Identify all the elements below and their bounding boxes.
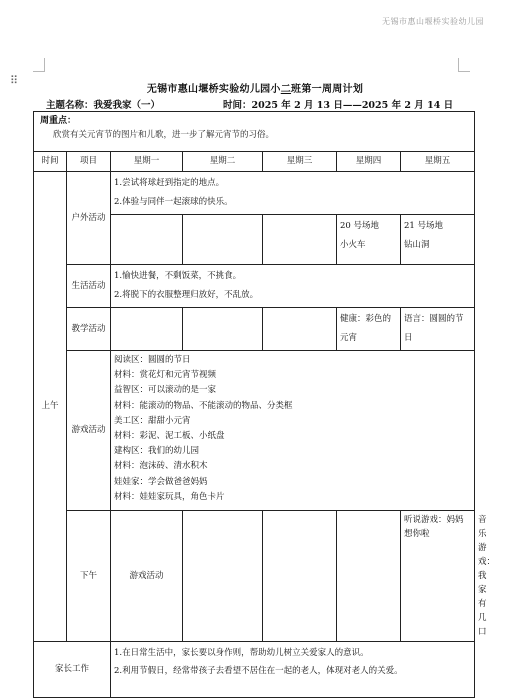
game-area-dollhouse: 娃娃家：学会做爸爸妈妈: [114, 476, 208, 487]
outdoor-friday[interactable]: [401, 215, 475, 265]
life-row: [34, 265, 475, 308]
crop-mark-top-right: [458, 58, 470, 72]
title-class-name: 二: [280, 84, 292, 95]
parents-label: 家长工作: [34, 642, 111, 698]
games-afternoon-label: 游戏活动: [111, 511, 183, 642]
game-materials-puzzle: 材料：能滚动的物品、不能滚动的物品、分类框: [114, 400, 293, 411]
teaching-thursday[interactable]: 健康：彩色的元宵: [337, 308, 401, 351]
crop-mark-top-left: [33, 58, 45, 72]
document-title: [0, 80, 510, 95]
outdoor-wednesday[interactable]: [263, 215, 337, 265]
time-value: 2025 年 2 月 13 日——2025 年 2 月 14 日: [251, 100, 454, 111]
teaching-label: 教学活动: [67, 308, 111, 351]
game-area-art: 美工区：甜甜小元宵: [114, 415, 191, 426]
teaching-monday[interactable]: [111, 308, 183, 351]
game-area-building: 建构区：我们的幼儿园: [114, 446, 200, 457]
weekly-focus-cell[interactable]: [34, 112, 475, 152]
outdoor-monday[interactable]: [111, 215, 183, 265]
game-materials-art: 材料：彩泥、泥工板、小纸盘: [114, 431, 225, 442]
parents-item-2: 2.利用节假日，经常带孩子去看望不居住在一起的老人，体现对老人的关爱。: [114, 666, 403, 676]
teaching-wednesday[interactable]: [263, 308, 337, 351]
games-morning-cell[interactable]: [111, 351, 475, 511]
game-materials-reading: 材料：赏花灯和元宵节视频: [114, 370, 217, 381]
game-area-puzzle: 益智区：可以滚动的是一家: [114, 385, 217, 396]
life-goal-2: 2.将脱下的衣服整理归放好，不乱放。: [114, 290, 259, 300]
life-goal-1: 1.愉快进餐，不剩饭菜，不挑食。: [114, 271, 242, 281]
outdoor-goals-cell[interactable]: [111, 172, 475, 215]
weekly-focus-text: 欣赏有关元宵节的图片和儿歌，进一步了解元宵节的习俗。: [53, 129, 275, 140]
header-item: 项目: [67, 152, 111, 172]
teaching-friday[interactable]: 语言：圆圆的节日: [401, 308, 475, 351]
header-thursday: 星期四: [337, 152, 401, 172]
afternoon-thursday[interactable]: 听说游戏：妈妈想你啦: [401, 511, 475, 642]
period-morning: 上午: [34, 172, 67, 642]
theme-value: 我爱我家（一）: [93, 100, 161, 111]
outdoor-thursday[interactable]: [337, 215, 401, 265]
outdoor-thursday-activity: 小火车: [340, 240, 366, 250]
parents-item-1: 1.在日常生活中，家长要以身作则，帮助幼儿树立关爱家人的意识。: [114, 648, 369, 658]
plan-info-row: [38, 97, 478, 111]
game-materials-dollhouse: 材料：娃娃家玩具，角色卡片: [114, 491, 225, 502]
header-time: 时间: [34, 152, 67, 172]
life-label: 生活活动: [67, 265, 111, 308]
teaching-row: [34, 308, 475, 351]
time-label: 时间：: [223, 100, 252, 111]
period-afternoon: 下午: [67, 511, 111, 642]
outdoor-label: 户外活动: [67, 172, 111, 265]
games-morning-row: [34, 351, 475, 511]
games-morning-label: 游戏活动: [67, 351, 111, 511]
teaching-tuesday[interactable]: [183, 308, 263, 351]
outdoor-tuesday[interactable]: [183, 215, 263, 265]
header-row: [34, 152, 475, 172]
life-goals-cell[interactable]: [111, 265, 475, 308]
theme-label: 主题名称：: [46, 100, 94, 111]
afternoon-wednesday[interactable]: [337, 511, 401, 642]
weekly-plan-table: [33, 111, 496, 698]
title-prefix: 无锡市惠山堰桥实验幼儿园小: [146, 84, 281, 95]
outdoor-thursday-venue: 20 号场地: [340, 221, 380, 231]
time-info: [223, 97, 453, 111]
header-wednesday: 星期三: [263, 152, 337, 172]
game-materials-building: 材料：泡沫砖、清水积木: [114, 461, 208, 472]
theme-info: [46, 97, 160, 111]
outdoor-friday-venue: 21 号场地: [404, 221, 444, 231]
outdoor-friday-activity: 钻山洞: [404, 240, 430, 250]
table-move-handle-icon[interactable]: ⠿: [10, 74, 19, 87]
title-suffix: 班第一周周计划: [291, 84, 364, 95]
weekly-focus-label: 周重点：: [40, 116, 77, 126]
outdoor-row-goals: [34, 172, 475, 215]
outdoor-goal-2: 2.体验与同伴一起滚球的快乐。: [114, 197, 233, 207]
parents-row: [34, 642, 475, 698]
weekly-focus-row: [34, 112, 475, 152]
parents-cell[interactable]: [111, 642, 475, 698]
header-tuesday: 星期二: [183, 152, 263, 172]
header-monday: 星期一: [111, 152, 183, 172]
games-afternoon-row: 下午 游戏活动 听说游戏：妈妈想你啦 音乐游戏：我家有几口: [34, 511, 475, 642]
afternoon-monday[interactable]: [183, 511, 263, 642]
header-friday: 星期五: [401, 152, 475, 172]
game-area-reading: 阅读区：圆圆的节日: [114, 355, 191, 365]
running-header: 无锡市惠山堰桥实验幼儿园: [382, 17, 484, 26]
afternoon-tuesday[interactable]: [263, 511, 337, 642]
outdoor-goal-1: 1.尝试将球赶到指定的地点。: [114, 178, 225, 188]
